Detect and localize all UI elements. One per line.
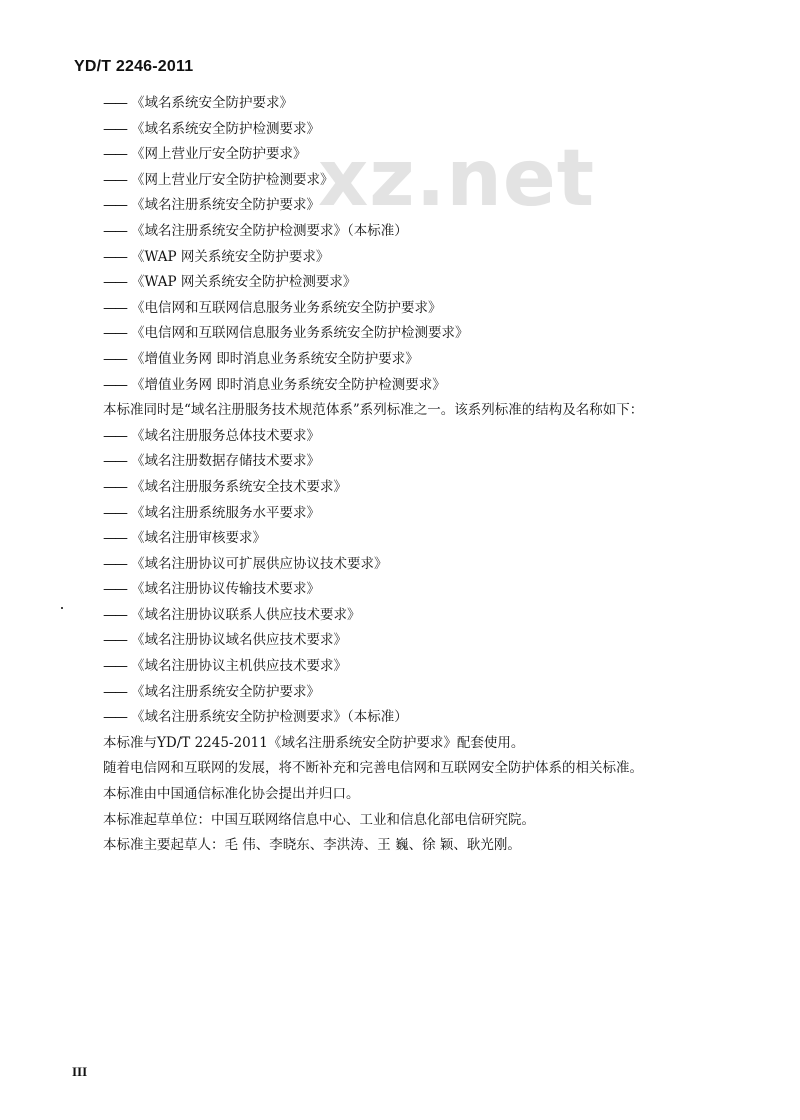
development-paragraph: 随着电信网和互联网的发展，将不断补充和完善电信网和互联网安全防护体系的相关标准。 (103, 760, 643, 777)
list-dash: —— (103, 555, 126, 572)
list-item-text: 《域名注册服务系统安全技术要求》 (131, 478, 347, 495)
list-dash: —— (103, 95, 126, 111)
list-item (103, 552, 753, 578)
list-item (103, 501, 753, 527)
list-item (103, 628, 753, 654)
list-item-text: 《网上营业厅安全防护要求》 (131, 146, 307, 163)
list-item (103, 321, 753, 347)
list-item-text: 《域名注册协议域名供应技术要求》 (131, 632, 347, 649)
list-item-text: 《域名注册系统服务水平要求》 (131, 504, 320, 521)
list-dash: —— (103, 171, 126, 188)
list-dash: —— (103, 478, 126, 495)
list-item-text: 《域名注册协议传输技术要求》 (131, 581, 320, 598)
list-dash: —— (103, 222, 126, 239)
list-dash: —— (103, 325, 126, 342)
list-item-text: 《域名注册系统安全防护要求》 (131, 197, 320, 214)
proposer-paragraph: 本标准由中国通信标准化协会提出并归口。 (103, 786, 360, 803)
list-item-text: 《WAP 网关系统安全防护检测要求》 (131, 274, 357, 291)
list-item (103, 680, 753, 706)
list-dash: —— (103, 709, 126, 726)
list-item-text: 《域名注册协议主机供应技术要求》 (131, 658, 347, 675)
list-item (103, 219, 753, 245)
list-item (103, 270, 753, 296)
list-item (103, 168, 753, 194)
list-dash: —— (103, 376, 126, 393)
list-item-text: 《电信网和互联网信息服务业务系统安全防护检测要求》 (131, 325, 469, 342)
list-item-text: 《域名注册系统安全防护检测要求》（本标准） (131, 222, 408, 239)
list-dash: —— (103, 581, 126, 598)
list-item (103, 117, 753, 143)
scan-speck (61, 607, 63, 609)
list-dash: —— (103, 453, 126, 470)
list-dash: —— (103, 606, 126, 623)
list-dash: —— (103, 197, 126, 214)
list-item-text: 《域名注册系统安全防护检测要求》（本标准） (131, 709, 408, 726)
standard-number-header: YD/T 2246-2011 (74, 58, 194, 75)
list-item (103, 193, 753, 219)
list-dash: —— (103, 248, 126, 265)
companion-standard-paragraph: 本标准与YD/T 2245-2011《域名注册系统安全防护要求》配套使用。 (103, 734, 525, 751)
list-dash: —— (103, 683, 126, 700)
list-item (103, 475, 753, 501)
document-body (103, 91, 753, 859)
list-item-text: 《域名注册服务总体技术要求》 (131, 427, 320, 444)
list-item-text: 《域名注册协议联系人供应技术要求》 (131, 606, 361, 623)
list-dash: —— (103, 658, 126, 675)
list-item (103, 654, 753, 680)
list-dash: —— (103, 299, 126, 316)
list-item (103, 91, 753, 117)
list-dash: —— (103, 504, 126, 521)
list-item (103, 142, 753, 168)
list-item-text: 《域名注册审核要求》 (131, 530, 266, 547)
list-item-text: 《域名注册协议可扩展供应协议技术要求》 (131, 555, 388, 572)
list-item (103, 373, 753, 399)
list-item-text: 《域名系统安全防护检测要求》 (131, 120, 320, 137)
list-item-text: 《域名注册数据存储技术要求》 (131, 453, 320, 470)
list-dash: —— (103, 350, 126, 367)
drafters-paragraph: 本标准主要起草人：毛 伟、李晓东、李洪涛、王 巍、徐 颖、耿光刚。 (103, 837, 521, 854)
list-item-text: 《增值业务网 即时消息业务系统安全防护要求》 (131, 350, 419, 367)
list-dash: —— (103, 120, 126, 137)
watermark: xz.net (318, 134, 596, 224)
list-item (103, 526, 753, 552)
list-item (103, 347, 753, 373)
list-item (103, 449, 753, 475)
list-dash: —— (103, 274, 126, 291)
list-item-text: 《WAP 网关系统安全防护要求》 (131, 248, 330, 265)
list-item (103, 705, 753, 731)
list-dash: —— (103, 632, 126, 649)
list-item-text: 《网上营业厅安全防护检测要求》 (131, 171, 334, 188)
list-item (103, 424, 753, 450)
series-intro-paragraph: 本标准同时是“域名注册服务技术规范体系”系列标准之一。该系列标准的结构及名称如下： (103, 402, 644, 419)
list-item (103, 603, 753, 629)
list-item-text: 《增值业务网 即时消息业务系统安全防护检测要求》 (131, 376, 446, 393)
list-item (103, 296, 753, 322)
list-dash: —— (103, 427, 126, 444)
list-dash: —— (103, 530, 126, 547)
list-item (103, 245, 753, 271)
list-item-text: 《域名注册系统安全防护要求》 (131, 683, 320, 700)
list-item-text: 《域名系统安全防护要求》 (131, 95, 293, 111)
list-dash: —— (103, 146, 126, 163)
list-item-text: 《电信网和互联网信息服务业务系统安全防护要求》 (131, 299, 442, 316)
drafting-units-paragraph: 本标准起草单位：中国互联网络信息中心、工业和信息化部电信研究院。 (103, 811, 535, 828)
page-number: III (72, 1064, 88, 1079)
list-item (103, 577, 753, 603)
